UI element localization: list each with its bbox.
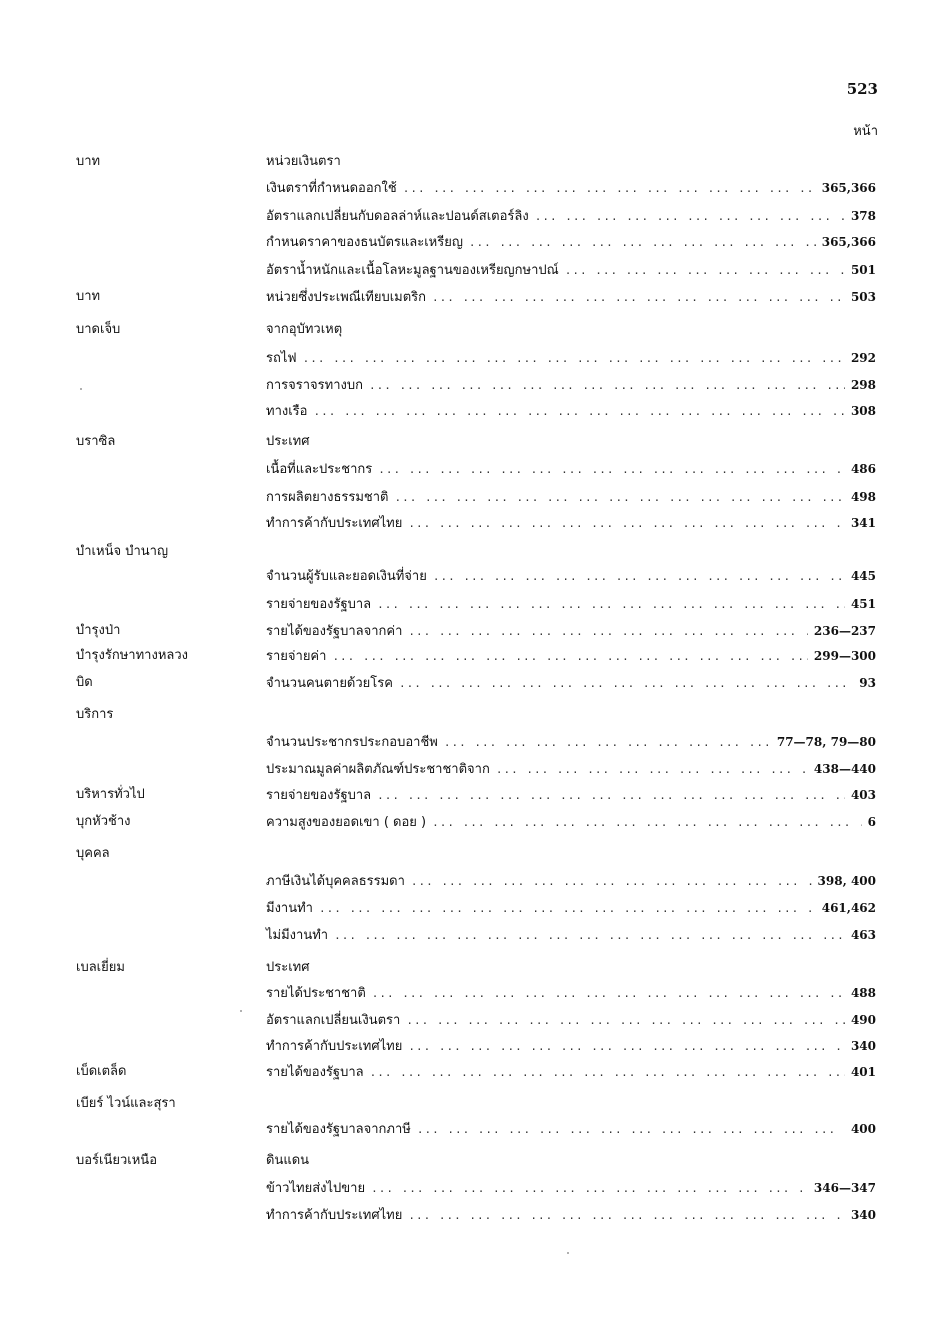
dot-leader [411,872,812,892]
dot-leader [432,288,845,308]
index-entry [0,958,950,978]
dot-leader [334,926,845,946]
index-entry [0,513,950,533]
index-entry [0,432,950,452]
index-subentry [266,152,876,172]
index-subentry [266,812,876,833]
dot-leader [394,488,844,508]
page-reference: 445 [850,569,876,583]
page-reference: 298 [850,378,876,392]
subentry-label: จำนวนคนตายด้วยโรค [266,676,393,691]
dot-leader [408,514,845,534]
index-subentry [266,375,876,396]
page-number: 523 [846,80,878,98]
index-entry [0,1119,950,1139]
index-entry [0,898,950,918]
dot-leader [403,179,816,199]
subentry-label: การผลิตยางธรรมชาติ [266,490,389,505]
index-subentry [266,1151,876,1171]
index-entry [0,925,950,945]
subentry-label: หน่วยซึ่งประเพณีเทียบเมตริก [266,290,427,305]
page-reference: 398, 400 [817,874,876,888]
subentry-label: รายจ่ายของรัฐบาล [266,788,372,803]
subentry-label: ดินแดน [266,1153,310,1168]
index-subentry [266,459,876,480]
subentry-label: ไม่มีงานทำ [266,928,329,943]
index-entry [0,1178,950,1198]
subentry-label: รายจ่ายค่า [266,649,327,664]
index-subentry [266,621,876,642]
page-reference: 438—440 [813,762,876,776]
index-entry [0,487,950,507]
page-reference: 365,366 [821,235,876,249]
index-term: เบียร์ ไวน์และสุรา [76,1096,176,1111]
page-reference: 498 [850,490,876,504]
index-subentry [266,432,876,452]
subentry-label: หน่วยเงินตรา [266,154,341,169]
index-subentry [266,287,876,308]
index-subentry [266,1119,876,1140]
index-subentry [266,513,876,534]
subentry-label: เนื้อที่และประชากร [266,462,373,477]
index-term: บำเหน็จ บำนาญ [76,544,169,559]
subentry-label: รายได้ประชาชาติ [266,986,366,1001]
index-entry [0,1062,950,1082]
index-subentry [266,1062,876,1083]
subentry-label: การจราจรทางบก [266,378,363,393]
page-reference: 236—237 [813,624,876,638]
index-entry [0,232,950,252]
subentry-label: ภาษีเงินได้บุคคลธรรมดา [266,874,405,889]
page-reference: 93 [859,676,876,690]
dot-leader [432,813,862,833]
dot-leader [408,622,808,642]
page-reference: 488 [850,986,876,1000]
subentry-label: ประเทศ [266,434,310,449]
index-entry [0,594,950,614]
index-subentry [266,487,876,508]
dot-leader [406,1011,845,1031]
dot-leader [444,733,771,753]
page-reference: 340 [850,1039,876,1053]
dot-leader [408,1206,845,1226]
index-term: บำรุงป่า [76,623,121,638]
index-term: บาท [76,289,101,304]
index-entry [0,459,950,479]
index-subentry [266,206,876,227]
index-entry [0,542,950,562]
index-subentry [266,594,876,615]
subentry-label: รายได้ของรัฐบาลจากภาษี [266,1122,411,1137]
page-reference: 308 [850,404,876,418]
dot-leader [332,647,807,667]
dot-leader [433,567,845,587]
page-reference: 503 [850,290,876,304]
index-entry [0,705,950,725]
index-term: บริการ [76,707,114,722]
index-subentry [266,260,876,281]
subentry-label: จำนวนผู้รับและยอดเงินที่จ่าย [266,569,427,584]
subentry-label: ประมาณมูลค่าผลิตภัณฑ์ประชาชาติจาก [266,762,490,777]
subentry-label: ทำการค้ากับประเทศไทย [266,1208,403,1223]
subentry-label: ทางเรือ [266,404,308,419]
index-entry [0,621,950,641]
dot-leader [565,261,845,281]
page-reference: 451 [850,597,876,611]
index-term: บริหารทั่วไป [76,787,145,802]
index-term: บิด [76,675,93,690]
dot-leader [535,207,845,227]
page-reference: 292 [850,351,876,365]
index-entry [0,152,950,172]
page-reference: 486 [850,462,876,476]
subentry-label: ความสูงของยอดเขา ( ดอย ) [266,815,427,830]
index-entry [0,732,950,752]
index-subentry [266,958,876,978]
subentry-label: ทำการค้ากับประเทศไทย [266,516,403,531]
index-term: บราซิล [76,434,116,449]
dot-leader [399,674,853,694]
page-reference: 490 [850,1013,876,1027]
dot-leader [372,984,845,1004]
subentry-label: รายจ่ายของรัฐบาล [266,597,372,612]
index-entry [0,320,950,340]
subentry-label: รายได้ของรัฐบาลจากค่า [266,624,403,639]
page-reference: 401 [850,1065,876,1079]
index-subentry [266,898,876,919]
index-subentry [266,983,876,1004]
page-reference: 463 [850,928,876,942]
subentry-label: กำหนดราคาของธนบัตรและเหรียญ [266,235,463,250]
subentry-label: ข้าวไทยส่งไปขาย [266,1181,366,1196]
subentry-label: อัตราแลกเปลี่ยนกับดอลล่าห์และปอนด์สเตอร์ลิง [266,209,529,224]
index-subentry [266,732,876,753]
page-reference: 501 [850,263,876,277]
index-term: บอร์เนียวเหนือ [76,1153,157,1168]
dot-leader [319,899,816,919]
index-term: บาดเจ็บ [76,322,121,337]
index-entry [0,375,950,395]
page-reference: 340 [850,1208,876,1222]
index-subentry [266,646,876,667]
index-term: เบลเยี่ยม [76,960,125,975]
index-term: บุคคล [76,846,110,861]
dot-leader [408,1037,845,1057]
index-entry [0,1094,950,1114]
index-entry [0,260,950,280]
dot-leader [370,1063,845,1083]
page-reference: 341 [850,516,876,530]
index-subentry [266,178,876,199]
subentry-label: มีงานทำ [266,901,313,916]
index-entry [0,1205,950,1225]
index-subentry [266,566,876,587]
index-subentry [266,871,876,892]
index-term: บุกหัวช้าง [76,814,131,829]
page-reference: 299—300 [813,649,876,663]
index-subentry [266,1010,876,1031]
subentry-label: รายได้ของรัฐบาล [266,1065,364,1080]
subentry-label: จำนวนประชากรประกอบอาชีพ [266,735,438,750]
subentry-label: จากอุบัทวเหตุ [266,322,343,337]
page-reference: 6 [867,815,876,829]
page-reference: 400 [850,1122,876,1136]
index-entry [0,785,950,805]
index-term: บำรุงรักษาทางหลวง [76,648,189,663]
index-entry [0,759,950,779]
subentry-label: อัตราน้ำหนักและเนื้อโลหะมูลฐานของเหรียญกษาปณ์ [266,263,559,278]
dot-leader [496,760,808,780]
index-subentry [266,1205,876,1226]
subentry-label: อัตราแลกเปลี่ยนเงินตรา [266,1013,401,1028]
page-reference: 378 [850,209,876,223]
index-term: เบ็ดเตล็ด [76,1064,127,1079]
subentry-label: ทำการค้ากับประเทศไทย [266,1039,403,1054]
index-subentry [266,232,876,253]
index-entry [0,812,950,832]
subentry-label: รถไฟ [266,351,297,366]
index-subentry [266,759,876,780]
index-entry [0,871,950,891]
index-subentry [266,1178,876,1199]
index-subentry [266,348,876,369]
index-entry [0,673,950,693]
index-entry [0,1151,950,1171]
dot-leader [417,1120,845,1140]
index-entry [0,287,950,307]
dot-leader [313,402,844,422]
index-subentry [266,401,876,422]
index-entry [0,178,950,198]
dot-leader [303,349,845,369]
dot-leader [378,460,845,480]
page-reference: 77—78, 79—80 [776,735,876,749]
page-reference: 461,462 [821,901,876,915]
scan-speck [240,1010,242,1012]
index-subentry [266,925,876,946]
index-subentry [266,320,876,340]
index-entry [0,646,950,666]
index-entry [0,1036,950,1056]
dot-leader [371,1179,808,1199]
page-reference: 346—347 [813,1181,876,1195]
index-subentry [266,1036,876,1057]
index-subentry [266,785,876,806]
index-entry [0,401,950,421]
subentry-label: เงินตราที่กำหนดออกใช้ [266,181,397,196]
index-entry [0,348,950,368]
scan-speck [567,1252,569,1254]
subentry-label: ประเทศ [266,960,310,975]
index-entry [0,566,950,586]
scan-speck [80,388,82,390]
dot-leader [469,233,816,253]
index-subentry [266,673,876,694]
index-entry [0,844,950,864]
dot-leader [377,595,845,615]
index-entry [0,1010,950,1030]
dot-leader [377,786,845,806]
dot-leader [369,376,845,396]
index-entry [0,206,950,226]
index-entry [0,983,950,1003]
page-reference: 365,366 [821,181,876,195]
page-column-label: หน้า [853,124,878,139]
index-term: บาท [76,154,101,169]
page-reference: 403 [850,788,876,802]
